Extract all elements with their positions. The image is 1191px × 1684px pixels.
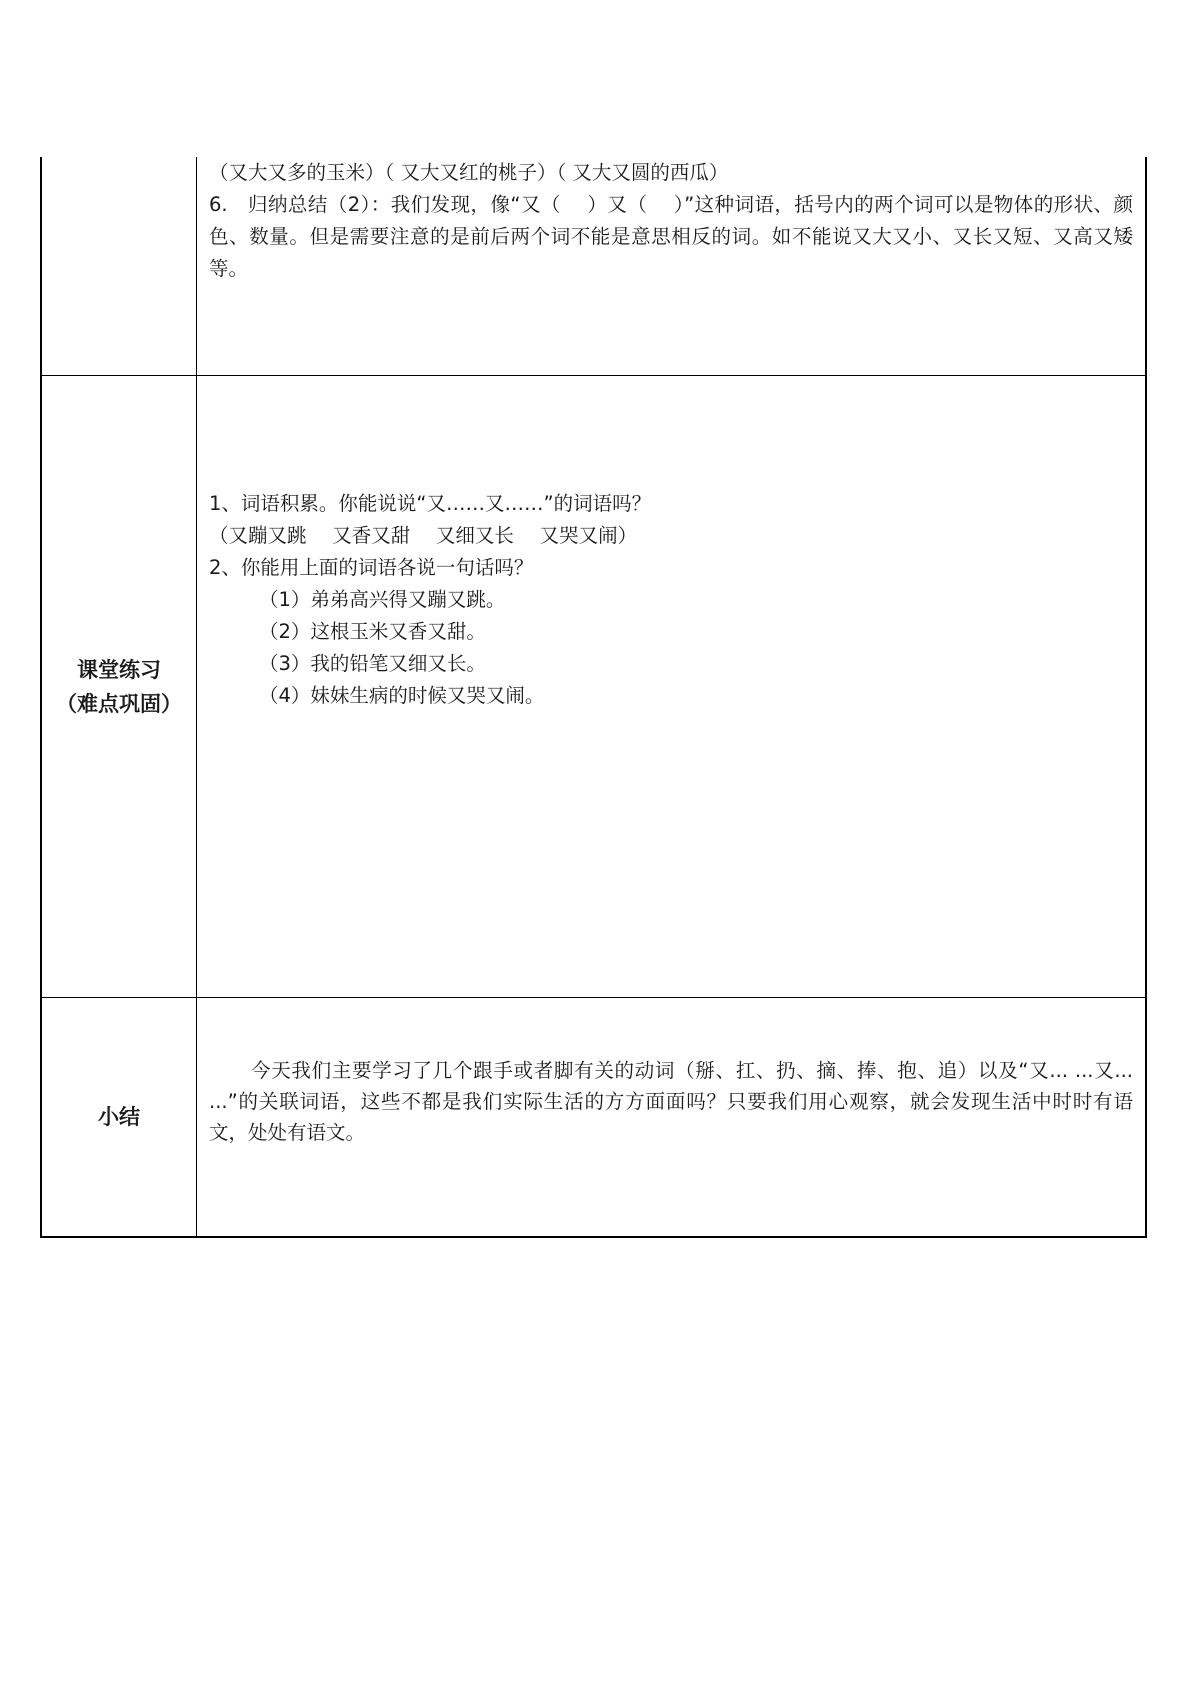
- question-2: 2、你能用上面的词语各说一句话吗？: [209, 556, 534, 579]
- conclusion-paragraph: 6. 归纳总结（2）：我们发现，像“又（ ）又（ ）”这种词语，括号内的两个词可以是物体的形状、颜色、数量。但是需要注意的是前后两个词不能是意思相反的词。如不能说又大又小、又长又短、又高又矮等。: [209, 193, 1133, 280]
- practice-label-cell: [41, 376, 197, 998]
- table-row-summary: [41, 998, 1146, 1238]
- answer-item: （3）我的铅笔又细又长。: [259, 652, 486, 675]
- lesson-plan-table: [40, 157, 1147, 1238]
- summary-paragraph: 今天我们主要学习了几个跟手或者脚有关的动词（掰、扛、扔、摘、捧、抱、追）以及“又... ...又... ...”的关联词语，这些不都是我们实际生活的方方面面吗？只要我们用心观察，就会发现生活中时时有语文，处处有语文。: [209, 1059, 1133, 1144]
- question-1: 1、词语积累。你能说说“又……又……”的词语吗？: [209, 492, 652, 515]
- answer-item: （4）妹妹生病的时候又哭又闹。: [259, 684, 545, 707]
- practice-sublabel: （难点巩固）: [56, 691, 182, 716]
- summary-label-cell: [41, 998, 197, 1238]
- row1-content-cell: [197, 157, 1147, 376]
- row1-label-cell: [41, 157, 197, 376]
- summary-label: 小结: [98, 1105, 140, 1129]
- answer-item: （2）这根玉米又香又甜。: [259, 620, 486, 643]
- summary-content-cell: [197, 998, 1147, 1238]
- question-1-words: （又蹦又跳 又香又甜 又细又长 又哭又闹）: [209, 524, 638, 547]
- practice-label: 课堂练习: [77, 657, 161, 682]
- practice-content-cell: [197, 376, 1147, 998]
- table-row-practice: [41, 376, 1146, 998]
- answer-item: （1）弟弟高兴得又蹦又跳。: [259, 588, 506, 611]
- examples-line: （又大又多的玉米）（ 又大又红的桃子）（ 又大又圆的西瓜）: [209, 161, 729, 184]
- table-row-summary-continued: [41, 157, 1146, 376]
